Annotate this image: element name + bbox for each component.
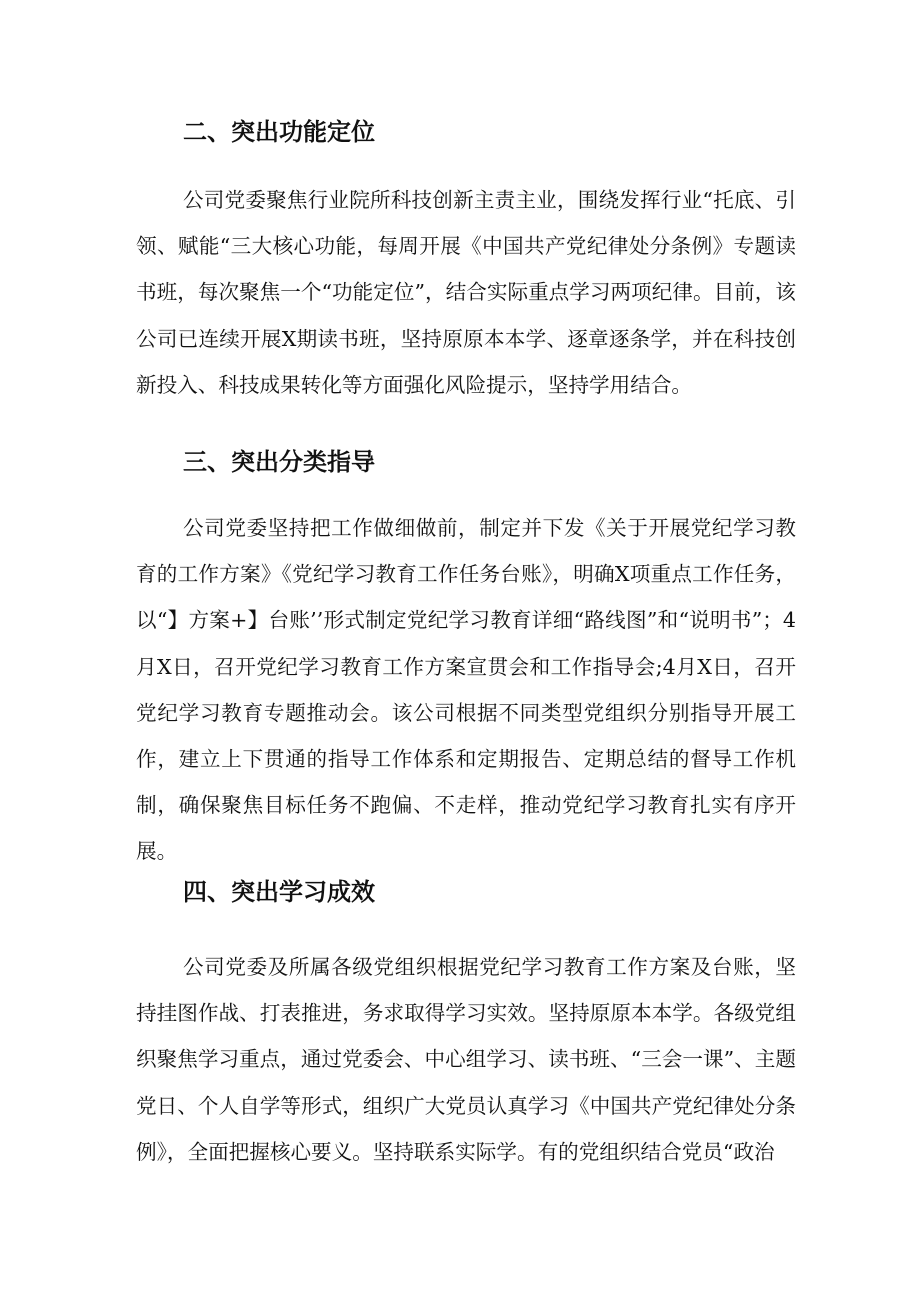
section-heading-learning-effectiveness: 四、突出学习成效	[183, 878, 375, 906]
section-heading-classified-guidance: 三、突出分类指导	[183, 448, 375, 476]
section-body-learning-effectiveness: 公司党委及所属各级党组织根据党纪学习教育工作方案及台账，坚持挂图作战、打表推进，务求取得学习实效。坚持原原本本学。各级党组织聚焦学习重点，通过党委会、中心组学习、读书班、“三会一课”、主题党日、个人自学等形式，组织广大党员认真学习《中国共产党纪律处分条例》，全面把握核心要义。坚持联系实际学。有的党组织结合党员“政治	[136, 955, 796, 1164]
section-body-function-positioning: 公司党委聚焦行业院所科技创新主责主业，围绕发挥行业“托底、引领、赋能“三大核心功能，每周开展《中国共产党纪律处分条例》专题读书班，每次聚焦一个“功能定位”，结合实际重点学习两项纪律。目前，该公司已连续开展X期读书班，坚持原原本本学、逐章逐条学，并在科技创新投入、科技成果转化等方面强化风险提示，坚持学用结合。	[136, 188, 796, 397]
section-heading-function-positioning: 二、突出功能定位	[183, 118, 375, 146]
section-body-classified-guidance: 公司党委坚持把工作做细做前，制定并下发《关于开展党纪学习教育的工作方案》《党纪学习教育工作任务台账》，明确X项重点工作任务，以“】方案+】台账’’形式制定党纪学习教育详细“路线图”和“说明书”；4月X日，召开党纪学习教育工作方案宣贯会和工作指导会;4月X日，召开党纪学习教育专题推动会。该公司根据不同类型党组织分别指导开展工作，建立上下贯通的指导工作体系和定期报告、定期总结的督导工作机制，确保聚焦目标任务不跑偏、不走样，推动党纪学习教育扎实有序开展。	[136, 516, 796, 864]
